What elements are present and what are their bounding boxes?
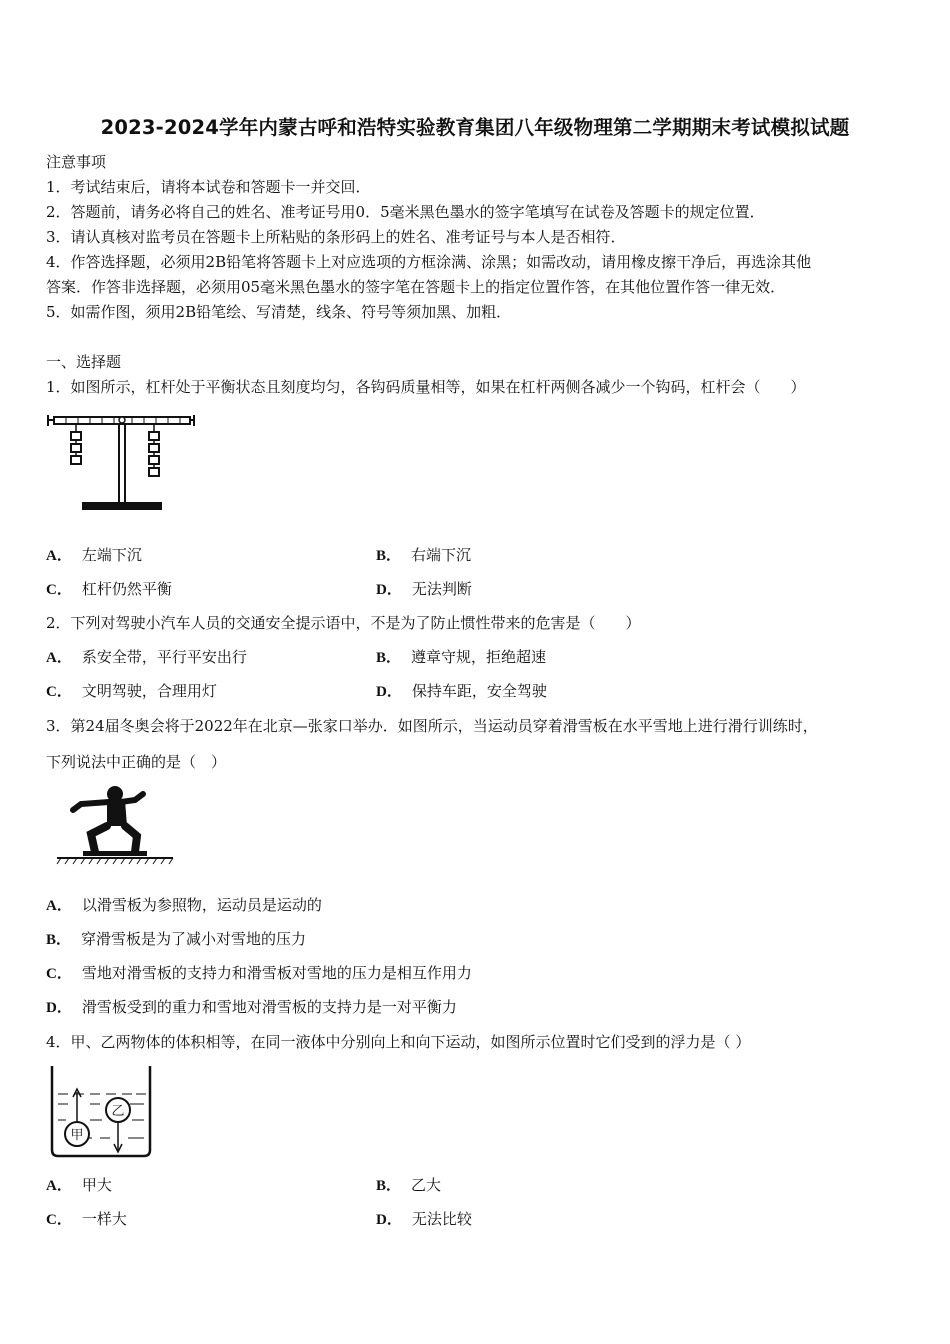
notice-item: 2．答题前，请务必将自己的姓名、准考证号用0．5毫米黑色墨水的签字笔填写在试卷及答题卡的规定位置． xyxy=(46,203,765,221)
option-key: D． xyxy=(376,582,402,598)
option-text: 一样大 xyxy=(81,1210,127,1228)
notice-item: 答案．作答非选择题，必须用05毫米黑色墨水的签字笔在答题卡上的指定位置作答，在其他位置作答一律无效． xyxy=(46,278,786,296)
question-4-option-d[interactable] xyxy=(376,1208,472,1229)
lever-balance-figure xyxy=(46,410,196,516)
notice-item: 3．请认真核对监考员在答题卡上所粘贴的条形码上的姓名、准考证号与本人是否相符． xyxy=(46,228,626,246)
question-3-option-c[interactable] xyxy=(46,962,472,983)
question-3-option-d[interactable] xyxy=(46,996,457,1017)
question-1-option-c[interactable] xyxy=(46,578,172,599)
question-4-option-c[interactable] xyxy=(46,1208,127,1229)
question-4-option-a[interactable] xyxy=(46,1174,112,1195)
option-key: C． xyxy=(46,1212,72,1228)
option-key: D． xyxy=(376,1212,402,1228)
option-text: 无法比较 xyxy=(411,1210,472,1228)
option-text: 保持车距，安全驾驶 xyxy=(411,682,547,700)
option-key: A． xyxy=(46,548,72,564)
option-text: 乙大 xyxy=(411,1176,442,1194)
question-2-option-c[interactable] xyxy=(46,680,217,701)
question-3-option-a[interactable] xyxy=(46,894,322,915)
option-key: A． xyxy=(46,650,72,666)
question-4-stem: 4．甲、乙两物体的体积相等，在同一液体中分别向上和向下运动，如图所示位置时它们受到的浮力是（ ） xyxy=(46,1033,751,1051)
option-key: D． xyxy=(46,1000,72,1016)
notice-item: 5．如需作图，须用2B铅笔绘、写清楚，线条、符号等须加黑、加粗． xyxy=(46,303,512,321)
option-text: 左端下沉 xyxy=(81,546,142,564)
option-text: 杠杆仍然平衡 xyxy=(81,580,172,598)
question-1-option-b[interactable] xyxy=(376,544,471,565)
snowboarder-figure xyxy=(55,782,177,866)
object-yi-label: 乙 xyxy=(111,1104,125,1119)
question-2-option-a[interactable] xyxy=(46,646,247,667)
question-1-stem: 1．如图所示，杠杆处于平衡状态且刻度均匀，各钩码质量相等，如果在杠杆两侧各减少一个钩码，杠杆会（ ） xyxy=(46,378,806,396)
option-text: 文明驾驶，合理用灯 xyxy=(81,682,217,700)
question-1-option-a[interactable] xyxy=(46,544,142,565)
notice-heading: 注意事项 xyxy=(46,153,107,171)
question-2-option-d[interactable] xyxy=(376,680,547,701)
option-text: 右端下沉 xyxy=(411,546,472,564)
option-text: 以滑雪板为参照物，运动员是运动的 xyxy=(81,896,322,914)
option-key: B． xyxy=(376,548,402,564)
page-title: 2023-2024学年内蒙古呼和浩特实验教育集团八年级物理第二学期期末考试模拟试题 xyxy=(100,116,850,139)
buoyancy-container-figure xyxy=(50,1064,152,1160)
option-key: C． xyxy=(46,966,72,982)
option-text: 雪地对滑雪板的支持力和滑雪板对雪地的压力是相互作用力 xyxy=(81,964,472,982)
section-heading: 一、选择题 xyxy=(46,353,122,371)
option-text: 甲大 xyxy=(81,1176,112,1194)
option-text: 遵章守规，拒绝超速 xyxy=(411,648,547,666)
notice-item: 1．考试结束后，请将本试卷和答题卡一并交回． xyxy=(46,178,371,196)
option-key: D． xyxy=(376,684,402,700)
option-key: C． xyxy=(46,582,72,598)
option-text: 系安全带，平行平安出行 xyxy=(81,648,247,666)
question-2-stem: 2．下列对驾驶小汽车人员的交通安全提示语中，不是为了防止惯性带来的危害是（ ） xyxy=(46,614,641,632)
option-key: B． xyxy=(376,1178,402,1194)
option-key: A． xyxy=(46,898,72,914)
question-3-stem-line1: 3．第24届冬奥会将于2022年在北京—张家口举办．如图所示，当运动员穿着滑雪板在水平雪地上进行滑行训练时， xyxy=(46,717,818,735)
option-text: 无法判断 xyxy=(411,580,472,598)
question-3-option-b[interactable] xyxy=(46,928,306,949)
question-4-option-b[interactable] xyxy=(376,1174,441,1195)
option-key: A． xyxy=(46,1178,72,1194)
notice-item: 4．作答选择题，必须用2B铅笔将答题卡上对应选项的方框涂满、涂黑；如需改动，请用橡皮擦干净后，再选涂其他 xyxy=(46,253,812,271)
option-text: 滑雪板受到的重力和雪地对滑雪板的支持力是一对平衡力 xyxy=(81,998,457,1016)
question-3-stem-line2: 下列说法中正确的是（ ） xyxy=(46,753,227,771)
option-key: B． xyxy=(376,650,402,666)
question-2-option-b[interactable] xyxy=(376,646,546,667)
option-text: 穿滑雪板是为了减小对雪地的压力 xyxy=(81,930,307,948)
object-jia-label: 甲 xyxy=(70,1128,84,1143)
option-key: C． xyxy=(46,684,72,700)
option-key: B． xyxy=(46,932,72,948)
question-1-option-d[interactable] xyxy=(376,578,472,599)
